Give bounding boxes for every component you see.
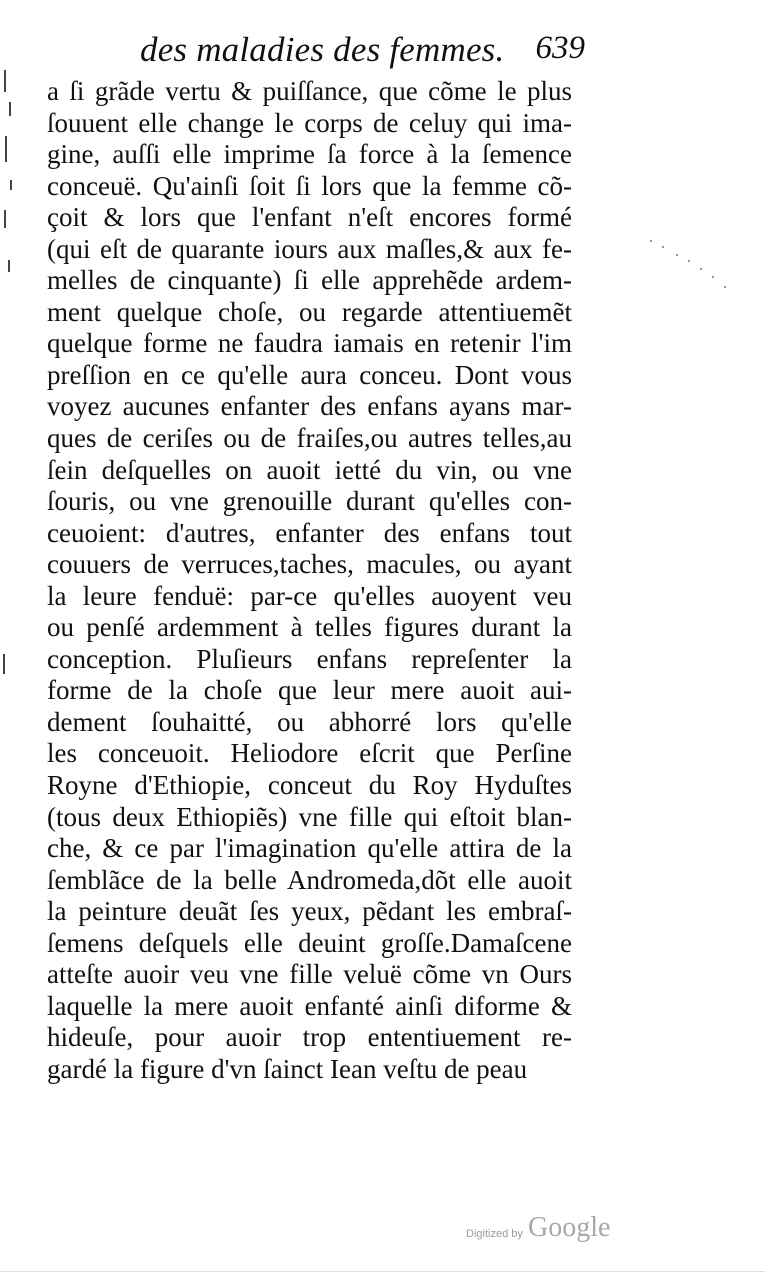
text-line: conception. Pluſieurs enfans repreſenter la [47, 643, 572, 674]
text-line: quelque forme ne faudra iamais en retenir l'im [47, 328, 572, 359]
ink-speck [676, 254, 678, 256]
text-line: gine, auſſi elle imprime ſa force à la ſemence [47, 139, 572, 170]
text-line: çoit & lors que l'enfant n'eſt encores formé [47, 202, 572, 233]
text-line: laquelle la mere auoit enfanté ainſi diforme & [47, 990, 572, 1021]
stray-ink-specks [648, 238, 738, 298]
text-line: la peinture deuãt ſes yeux, pẽdant les embraſ- [47, 896, 572, 927]
bleed-mark [4, 210, 6, 228]
text-line: ou penſé ardemment à telles figures durant la [47, 612, 572, 643]
page-number: 639 [535, 30, 585, 66]
ink-speck [712, 276, 714, 278]
ink-speck [688, 260, 690, 262]
text-line: preſſion en ce qu'elle aura conceu. Dont vous [47, 359, 572, 390]
text-line: (qui eſt de quarante iours aux maſles,& aux fe- [47, 233, 572, 264]
text-line: (tous deux Ethiopiẽs) vne fille qui eſtoit blan- [47, 801, 572, 832]
bleed-mark [3, 654, 5, 674]
text-line: ſouris, ou vne grenouille durant qu'elles con- [47, 486, 572, 517]
text-line: Royne d'Ethiopie, conceut du Roy Hyduſtes [47, 770, 572, 801]
digitization-watermark [466, 1212, 626, 1252]
running-title: des maladies des femmes. [140, 30, 505, 69]
text-line: a ſi grãde vertu & puiſſance, que cõme le plus [47, 76, 572, 106]
ink-speck [700, 268, 702, 270]
text-line: ſemens deſquels elle deuint groſſe.Damaſcene [47, 927, 572, 958]
watermark-prefix: Digitized by [466, 1228, 523, 1240]
bleed-mark [10, 180, 12, 190]
text-line: ſemblãce de la belle Andromeda,dõt elle auoit [47, 864, 572, 895]
text-line: ſein deſquelles on auoit ietté du vin, ou vne [47, 454, 572, 485]
bleed-mark [8, 260, 10, 272]
bleed-mark [4, 70, 6, 92]
text-line: ques de ceriſes ou de fraiſes,ou autres telles,au [47, 423, 572, 454]
text-line: melles de cinquante) ſi elle apprehẽde ardem- [47, 265, 572, 296]
text-line: la leure fenduë: par-ce qu'elles auoyent veu [47, 580, 572, 611]
text-line: atteſte auoir veu vne fille veluë cõme vn Ours [47, 959, 572, 990]
text-line: ment quelque choſe, ou regarde attentiuemẽt [47, 296, 572, 327]
bleed-mark [5, 136, 7, 162]
ink-speck [724, 286, 726, 288]
text-line: hideuſe, pour auoir trop ententiuement re- [47, 1022, 572, 1053]
text-line: ceuoient: d'autres, enfanter des enfans tout [47, 517, 572, 548]
scan-edge-line [0, 1271, 765, 1272]
left-margin-bleed-marks [0, 60, 22, 700]
page-header [140, 26, 585, 80]
text-line: che, & ce par l'imagination qu'elle attira de la [47, 833, 572, 864]
text-line: les conceuoit. Heliodore eſcrit que Perſine [47, 738, 572, 769]
ink-speck [662, 246, 664, 248]
bleed-mark [9, 102, 11, 116]
text-line: forme de la choſe que leur mere auoit aui- [47, 675, 572, 706]
text-line: ſouuent elle change le corps de celuy qui ima- [47, 107, 572, 138]
body-text [47, 76, 572, 1086]
text-line: dement ſouhaitté, ou abhorré lors qu'elle [47, 706, 572, 737]
text-line: conceuë. Qu'ainſi ſoit ſi lors que la femme cõ- [47, 170, 572, 201]
ink-speck [650, 240, 652, 242]
text-line: voyez aucunes enfanter des enfans ayans mar- [47, 391, 572, 422]
watermark-brand: Google [528, 1212, 611, 1243]
text-line: couuers de verruces,taches, macules, ou ayant [47, 549, 572, 580]
text-line: gardé la figure d'vn ſainct Iean veſtu de peau [47, 1053, 528, 1084]
